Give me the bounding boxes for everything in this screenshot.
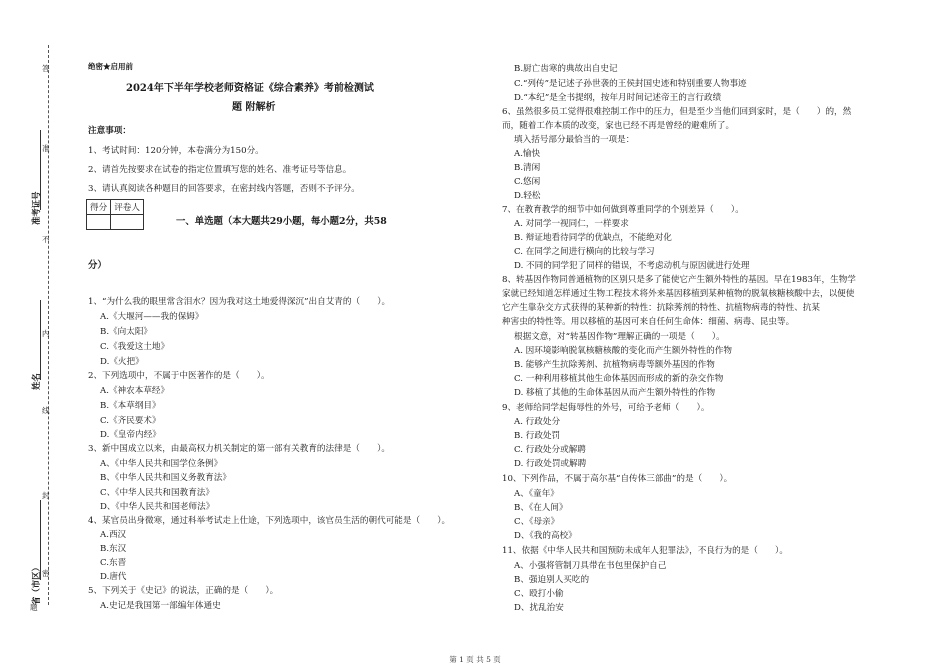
question-line: 11、依据《中华人民共和国预防未成年人犯罪法》，不良行为的是（ ）。: [502, 546, 788, 556]
option-line: C. 行政处分或解聘: [514, 445, 586, 455]
option-line: B.厨亡齿寒的典故出自史记: [514, 64, 618, 74]
province-label: 省（市区）: [31, 563, 41, 605]
grader-cell[interactable]: [111, 215, 144, 230]
option-line: B.东汉: [100, 544, 127, 554]
notice-item: 3、请认真阅读各种题目的回答要求，在密封线内答题，否则不予评分。: [88, 184, 360, 194]
notice-item: 1、考试时间：120分钟，本卷满分为150分。: [88, 146, 264, 156]
option-line: A. 行政处分: [514, 417, 561, 427]
question-line: 6、虽然很多员工觉得很难控制工作中的压力，但是至少当他们回到家时，是（ ）的，然: [502, 107, 852, 117]
option-line: C、殴打小偷: [514, 589, 564, 599]
option-line: B.《向太阳》: [100, 327, 153, 337]
question-line: 8、转基因作物同普通植物的区别只是多了能使它产生额外特性的基因。早在1983年，生物学: [502, 275, 856, 285]
question-line: 根据文意，对“转基因作物”理解正确的一项是（ ）。: [514, 332, 725, 342]
option-line: D. 行政处罚或解聘: [514, 459, 587, 469]
option-line: A. 对同学一视同仁，一样要求: [514, 219, 629, 229]
seal-line: [48, 45, 49, 605]
option-line: B、《在人间》: [514, 503, 568, 513]
question-line: 种害虫的特性等。用以移植的基因可来自任何生命体：细菌、病毒、昆虫等。: [502, 317, 795, 327]
question-line: 而，随着工作本质的改变，家也已经不再是曾经的避难所了。: [502, 121, 735, 131]
option-line: D.唐代: [100, 572, 127, 582]
option-line: D、《我的高校》: [514, 531, 577, 541]
question-line: 它产生靠杂交方式获得的某种新的特性：抗除莠剂的特性、抗植物病毒的特性、抗某: [502, 303, 820, 313]
score-header: 得分: [87, 200, 111, 215]
page-footer: 第 1 页 共 5 页: [449, 655, 501, 664]
question-line: 10、下列作品，不属于高尔基“自传体三部曲”的是（ ）。: [502, 474, 733, 484]
seal-char-ti: 题: [30, 603, 38, 612]
option-line: C.东晋: [100, 558, 127, 568]
option-line: C、《母亲》: [514, 517, 560, 527]
question-line: 家就已经知道怎样通过生物工程技术将外来基因移植到某种植物的脱氧核糖核酸中去，以便使: [502, 289, 855, 299]
option-line: C.《我爱这土地》: [100, 342, 170, 352]
exam-no-label: 准考证号: [31, 191, 41, 225]
option-line: D.《皇帝内经》: [100, 430, 161, 440]
option-line: A、《中华人民共和国学位条例》: [100, 459, 223, 469]
option-line: D.“本纪”是全书提纲，按年月时间记述帝王的言行政绩: [514, 93, 722, 103]
option-line: B. 行政处罚: [514, 431, 561, 441]
option-line: C.《齐民要术》: [100, 416, 161, 426]
option-line: A.《神农本草经》: [100, 386, 170, 396]
option-line: C.“列传”是记述子孙世袭的王侯封国史迹和特别重要人物事迹: [514, 79, 747, 89]
question-line: 7、在教育教学的细节中如何做到尊重同学的个别差异（ ）。: [502, 205, 744, 215]
seal-char-da: 答: [42, 64, 50, 73]
option-line: B.清闲: [514, 163, 541, 173]
score-table: [86, 199, 144, 230]
doc-title-line1: 2024年下半年学校老师资格证《综合素养》考前检测试: [126, 83, 374, 94]
section-heading: 一、单选题（本大题共29小题，每小题2分，共58: [176, 216, 387, 227]
question-line: 5、下列关于《史记》的说法，正确的是（ ）。: [88, 586, 279, 596]
question-line: 9、老师给同学起侮辱性的外号，可给予老师（ ）。: [502, 403, 710, 413]
option-line: C. 一种利用移植其他生命体基因而形成的新的杂交作物: [514, 374, 724, 384]
option-line: A、《童年》: [514, 489, 559, 499]
option-line: A、小强将管制刀具带在书包里保护自己: [514, 561, 667, 571]
option-line: A.愉快: [514, 149, 541, 159]
option-line: D、扰乱治安: [514, 603, 564, 613]
question-line: 3、新中国成立以来，由最高权力机关制定的第一部有关教育的法律是（ ）。: [88, 444, 390, 454]
option-line: A.西汉: [100, 530, 127, 540]
option-line: A.《大堰河——我的保姆》: [100, 312, 204, 322]
option-line: B、《中华人民共和国义务教育法》: [100, 473, 231, 483]
option-line: C、《中华人民共和国教育法》: [100, 488, 214, 498]
option-line: D.《火把》: [100, 357, 144, 367]
notice-item: 2、请首先按要求在试卷的指定位置填写您的姓名、准考证号等信息。: [88, 165, 352, 175]
option-line: A.史记是我国第一部编年体通史: [100, 601, 221, 611]
seal-char-zhun: 准: [42, 144, 50, 153]
option-line: B、强迫别人买吃的: [514, 575, 590, 585]
question-line: 1、“为什么我的眼里常含泪水？因为我对这土地爱得深沉”出自艾青的（ ）。: [88, 297, 391, 307]
question-line: 填入括号部分最恰当的一项是：: [514, 135, 635, 145]
question-line: 4、某官员出身微寒，通过科举考试走上仕途，下列选项中，该官员生活的朝代可能是（ ）。: [88, 516, 451, 526]
notice-heading: 注意事项：: [88, 126, 131, 136]
name-label: 姓名: [31, 373, 41, 390]
option-line: D、《中华人民共和国老师法》: [100, 502, 215, 512]
option-line: B. 辩证地看待同学的优缺点，不能绝对化: [514, 233, 672, 243]
grader-header: 评卷人: [111, 200, 144, 215]
option-line: D.轻松: [514, 191, 541, 201]
secret-mark: 绝密★启用前: [88, 62, 133, 71]
name-underline: [40, 300, 41, 380]
seal-char-nei: 内: [42, 329, 50, 338]
option-line: D. 移植了其他的生命体基因从而产生额外特性的作物: [514, 388, 716, 398]
seal-char-xian: 线: [42, 406, 50, 415]
question-line: 2、下列选项中，不属于中医著作的是（ ）。: [88, 371, 270, 381]
score-cell[interactable]: [87, 215, 111, 230]
option-line: B.《本草纲目》: [100, 401, 161, 411]
option-line: B. 能够产生抗除莠剂、抗植物病毒等额外基因的作物: [514, 360, 715, 370]
section-heading-cont: 分）: [88, 260, 107, 271]
option-line: D. 不同的同学犯了同样的错误，不考虑动机与原因就进行处理: [514, 261, 750, 271]
doc-title-line2: 题 附解析: [232, 102, 276, 113]
seal-char-mi: 密: [42, 569, 50, 578]
option-line: A. 因环境影响脱氧核糖核酸的变化而产生额外特性的作物: [514, 346, 732, 356]
seal-char-bu: 不: [42, 235, 50, 244]
seal-char-feng: 封: [42, 491, 50, 500]
option-line: C. 在同学之间进行横向的比较与学习: [514, 247, 655, 257]
option-line: C.悠闲: [514, 177, 541, 187]
